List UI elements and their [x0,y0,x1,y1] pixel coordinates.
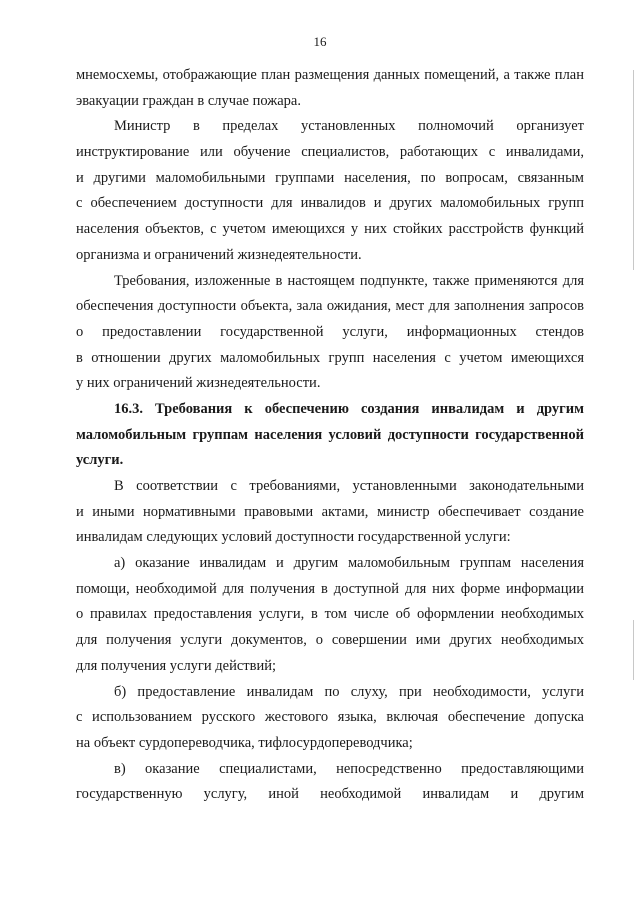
section-heading: услуги. [76,452,124,469]
section-heading: маломобильным группам населения условий доступности государственной [76,426,584,443]
text-line: эвакуации граждан в случае пожара. [76,92,301,109]
body-text [76,63,584,808]
list-item-line: с использованием русского жестового языка, включая обеспечение допуска [76,709,584,726]
list-item-line: для получения услуги действий; [76,657,276,674]
section-heading: 16.3. Требования к обеспечению создания инвалидам и другим [114,400,584,417]
scan-edge-artifact [633,620,634,680]
list-item-line: на объект сурдопереводчика, тифлосурдопереводчика; [76,734,413,751]
text-line: и другими маломобильными группами населения, по вопросам, связанным [76,169,584,186]
list-item-line: для получения услуги документов, о совершении ими других необходимых [76,632,584,649]
list-item-line: о правилах предоставления услуги, в том числе об оформлении необходимых [76,606,584,623]
page-number: 16 [313,34,327,49]
text-line: Министр в пределах установленных полномочий организует [114,118,584,135]
text-line: и иными нормативными правовыми актами, министр обеспечивает создание [76,503,584,520]
text-line: инвалидам следующих условий доступности государственной услуги: [76,529,511,546]
list-item-line: государственную услугу, иной необходимой инвалидам и другим [76,786,584,803]
text-line: В соответствии с требованиями, установленными законодательными [114,478,584,494]
text-line: мнемосхемы, отображающие план размещения данных помещений, а также план [76,67,584,83]
list-item-line: б) предоставление инвалидам по слуху, при необходимости, услуги [114,683,584,700]
text-line: у них ограничений жизнедеятельности. [76,375,321,392]
text-line: обеспечения доступности объекта, зала ожидания, мест для заполнения запросов [76,298,584,315]
text-line: Требования, изложенные в настоящем подпункте, также применяются для [114,272,584,289]
list-item-line: помощи, необходимой для получения в доступной для них форме информации [76,580,584,597]
scan-edge-artifact [633,70,634,270]
text-line: в отношении других маломобильных групп населения с учетом имеющихся [76,349,584,366]
list-item-line: а) оказание инвалидам и другим маломобильным группам населения [114,555,584,572]
list-item-line: в) оказание специалистами, непосредственно предоставляющими [114,760,584,777]
text-line: инструктирование или обучение специалистов, работающих с инвалидами, [76,144,584,161]
text-line: с обеспечением доступности для инвалидов и других маломобильных групп [76,195,584,212]
text-line: населения объектов, с учетом имеющихся у них стойких расстройств функций [76,221,584,238]
text-line: о предоставлении государственной услуги, информационных стендов [76,323,584,340]
text-line: организма и ограничений жизнедеятельности. [76,246,362,263]
